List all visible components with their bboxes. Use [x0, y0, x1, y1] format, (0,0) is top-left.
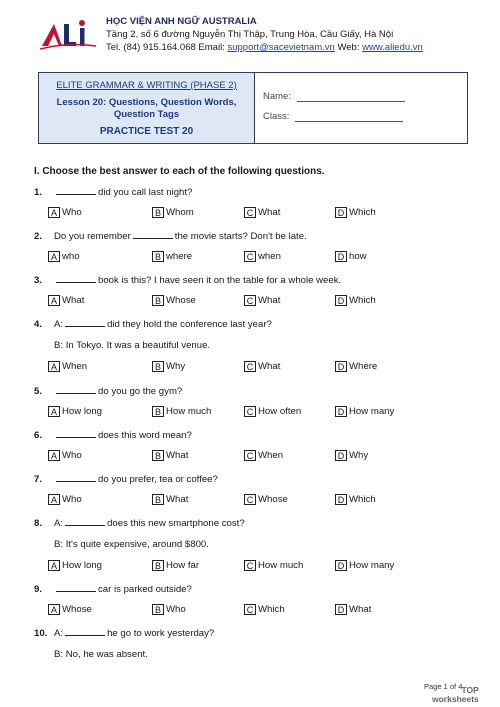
answer-blank[interactable] [65, 627, 105, 636]
option-letter-box: A [48, 406, 60, 417]
dialogue-reply: B: In Tokyo. It was a beautiful venue. [54, 340, 211, 351]
question-text: book is this? I have seen it on the table for a whole week. [98, 275, 342, 286]
name-label: Name: [263, 91, 291, 102]
dialogue-reply: B: No, he was absent. [54, 649, 148, 660]
option-c[interactable] [244, 560, 303, 571]
option-letter-box: D [335, 406, 347, 417]
question-text: does this new smartphone cost? [107, 518, 245, 529]
option-text: how [349, 251, 367, 262]
option-text: How often [258, 406, 302, 417]
question-8 [34, 517, 245, 529]
answer-blank[interactable] [65, 517, 105, 526]
option-text: Whose [258, 494, 288, 505]
option-a[interactable] [48, 450, 82, 461]
question-text: did they hold the conference last year? [107, 319, 272, 330]
school-address: Tầng 2, số 6 đường Nguyễn Thị Thập, Trung Hòa, Cầu Giấy, Hà Nội [106, 29, 394, 40]
question-text: did you call last night? [98, 187, 193, 198]
option-text: How far [166, 560, 200, 571]
option-letter-box: D [335, 361, 347, 372]
option-letter-box: C [244, 604, 256, 615]
dialogue-reply: B: It's quite expensive, around $800. [54, 539, 209, 550]
brand-watermark [432, 686, 479, 704]
options-row [48, 207, 468, 221]
option-d[interactable] [335, 295, 376, 306]
question-number: 8. [34, 518, 43, 529]
option-text: Who [62, 494, 82, 505]
option-b[interactable] [152, 251, 192, 262]
options-row [48, 295, 468, 309]
option-letter-box: B [152, 207, 164, 218]
question-number: 9. [34, 584, 43, 595]
option-text: How many [349, 560, 395, 571]
option-text: Which [349, 295, 376, 306]
option-letter-box: C [244, 207, 256, 218]
option-a[interactable] [48, 295, 84, 306]
question-number: 1. [34, 187, 43, 198]
answer-blank[interactable] [56, 429, 96, 438]
option-letter-box: D [335, 560, 347, 571]
option-b[interactable] [152, 450, 188, 461]
question-5 [34, 385, 182, 397]
option-letter-box: C [244, 450, 256, 461]
option-text: Which [349, 207, 376, 218]
option-letter-box: B [152, 450, 164, 461]
option-c[interactable] [244, 450, 283, 461]
web-link[interactable]: www.aliedu.vn [362, 42, 423, 53]
option-text: How long [62, 560, 102, 571]
answer-blank[interactable] [56, 473, 96, 482]
option-text: How many [349, 406, 395, 417]
option-text: Whose [62, 604, 92, 615]
option-text: where [166, 251, 193, 262]
question-7 [34, 473, 218, 485]
option-d[interactable] [335, 560, 394, 571]
question-number: 6. [34, 430, 43, 441]
option-b[interactable] [152, 560, 199, 571]
test-title: PRACTICE TEST 20 [99, 126, 194, 137]
option-letter-box: C [244, 494, 256, 505]
class-field[interactable] [263, 111, 403, 122]
option-a[interactable] [48, 251, 80, 262]
answer-blank[interactable] [133, 230, 173, 239]
option-c[interactable] [244, 494, 288, 505]
options-row [48, 604, 468, 618]
lesson-title [39, 97, 254, 121]
page-number: Page 1 of 4 [424, 682, 463, 691]
option-b[interactable] [152, 604, 186, 615]
option-text: How much [166, 406, 212, 417]
option-d[interactable] [335, 207, 376, 218]
option-letter-box: C [244, 295, 256, 306]
option-c[interactable] [244, 361, 280, 372]
option-letter-box: D [335, 251, 347, 262]
option-d[interactable] [335, 406, 394, 417]
option-letter-box: A [48, 450, 60, 461]
option-a[interactable] [48, 207, 82, 218]
option-d[interactable] [335, 450, 368, 461]
question-3 [34, 274, 341, 286]
option-text: What [166, 450, 189, 461]
option-text: Who [62, 207, 82, 218]
option-b[interactable] [152, 361, 185, 372]
option-c[interactable] [244, 406, 301, 417]
option-letter-box: A [48, 604, 60, 615]
web-label: Web: [337, 42, 360, 53]
options-row [48, 450, 468, 464]
option-text: when [258, 251, 281, 262]
option-c[interactable] [244, 295, 280, 306]
answer-blank[interactable] [56, 186, 96, 195]
question-6 [34, 429, 192, 441]
option-c[interactable] [244, 251, 281, 262]
option-letter-box: C [244, 361, 256, 372]
course-title: ELITE GRAMMAR & WRITING (PHASE 2) [56, 80, 237, 91]
option-a[interactable] [48, 361, 87, 372]
option-letter-box: C [244, 251, 256, 262]
name-field[interactable] [263, 91, 405, 102]
option-letter-box: A [48, 251, 60, 262]
option-text: What [166, 494, 189, 505]
email-link[interactable]: support@sacevietnam.vn [227, 42, 335, 53]
answer-blank[interactable] [65, 318, 105, 327]
option-d[interactable] [335, 604, 371, 615]
option-text: Who [166, 604, 186, 615]
question-2 [34, 230, 307, 242]
question-10 [34, 627, 214, 639]
question-text: do you prefer, tea or coffee? [98, 474, 218, 485]
option-text: Which [349, 494, 376, 505]
option-text: Whom [166, 207, 194, 218]
option-c[interactable] [244, 604, 285, 615]
option-d[interactable] [335, 494, 376, 505]
option-letter-box: C [244, 406, 256, 417]
question-4 [34, 318, 272, 330]
option-d[interactable] [335, 361, 377, 372]
option-letter-box: D [335, 494, 347, 505]
question-number: 4. [34, 319, 43, 330]
question-1 [34, 186, 192, 198]
option-b[interactable] [152, 494, 188, 505]
question-number: 2. [34, 231, 43, 242]
option-letter-box: B [152, 494, 164, 505]
option-b[interactable] [152, 207, 194, 218]
question-prefix: A: [54, 628, 64, 639]
answer-blank[interactable] [56, 274, 96, 283]
option-letter-box: B [152, 604, 164, 615]
options-row [48, 406, 468, 420]
question-prefix: Do you remember [54, 231, 131, 242]
option-c[interactable] [244, 207, 280, 218]
options-row [48, 560, 468, 574]
option-b[interactable] [152, 295, 196, 306]
tel-label: Tel. (84) 915.164.068 Email: [106, 42, 225, 53]
question-text: car is parked outside? [98, 584, 192, 595]
section-title: I. Choose the best answer to each of the following questions. [34, 166, 325, 177]
option-text: Whose [166, 295, 196, 306]
option-letter-box: B [152, 406, 164, 417]
question-text: does this word mean? [98, 430, 192, 441]
option-text: Where [349, 361, 378, 372]
ali-logo [40, 16, 96, 52]
option-text: How long [62, 406, 102, 417]
school-name: HỌC VIỆN ANH NGỮ AUSTRALIA [106, 16, 257, 27]
option-b[interactable] [152, 406, 211, 417]
option-a[interactable] [48, 494, 82, 505]
option-letter-box: A [48, 361, 60, 372]
option-letter-box: A [48, 494, 60, 505]
option-text: What [349, 604, 372, 615]
header [40, 14, 490, 56]
lesson-title-line1: Lesson 20: Questions, Question Words, [56, 97, 237, 108]
option-letter-box: A [48, 207, 60, 218]
options-row [48, 494, 468, 508]
option-text: Who [62, 450, 82, 461]
option-text: What [258, 207, 281, 218]
option-a[interactable] [48, 604, 92, 615]
option-letter-box: B [152, 361, 164, 372]
question-text: do you go the gym? [98, 386, 183, 397]
option-letter-box: A [48, 560, 60, 571]
brand-name: worksheets [432, 694, 479, 704]
option-letter-box: B [152, 295, 164, 306]
option-d[interactable] [335, 251, 367, 262]
question-prefix: A: [54, 518, 64, 529]
options-row [48, 251, 468, 265]
question-text: he go to work yesterday? [107, 628, 215, 639]
question-text: the movie starts? Don't be late. [174, 231, 307, 242]
question-9 [34, 583, 192, 595]
question-number: 3. [34, 275, 43, 286]
contact-line [106, 41, 423, 54]
option-letter-box: C [244, 560, 256, 571]
option-text: When [62, 361, 88, 372]
question-number: 10. [34, 628, 48, 639]
brand-top: TOP [461, 685, 479, 695]
question-number: 7. [34, 474, 43, 485]
option-text: Why [349, 450, 369, 461]
option-letter-box: A [48, 295, 60, 306]
option-text: Why [166, 361, 186, 372]
option-a[interactable] [48, 406, 102, 417]
option-letter-box: B [152, 560, 164, 571]
option-letter-box: D [335, 207, 347, 218]
option-text: Which [258, 604, 285, 615]
option-letter-box: D [335, 450, 347, 461]
option-a[interactable] [48, 560, 102, 571]
option-letter-box: D [335, 295, 347, 306]
option-letter-box: B [152, 251, 164, 262]
option-text: What [258, 295, 281, 306]
question-prefix: A: [54, 319, 64, 330]
option-text: What [62, 295, 85, 306]
lesson-title-line2: Question Tags [113, 109, 180, 120]
answer-blank[interactable] [56, 385, 96, 394]
option-text: When [258, 450, 284, 461]
answer-blank[interactable] [56, 583, 96, 592]
option-text: who [62, 251, 80, 262]
options-row [48, 361, 468, 375]
question-number: 5. [34, 386, 43, 397]
option-text: How much [258, 560, 304, 571]
option-letter-box: D [335, 604, 347, 615]
option-text: What [258, 361, 281, 372]
class-label: Class: [263, 111, 290, 122]
lesson-info-box [38, 72, 468, 144]
